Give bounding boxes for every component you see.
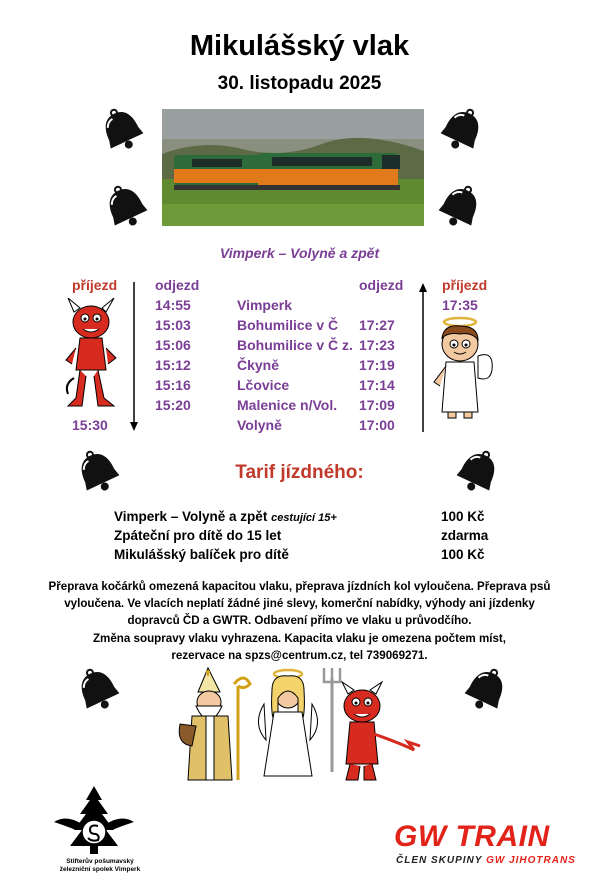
page-title: Mikulášský vlak bbox=[189, 30, 410, 62]
tariff-item-price: 100 Kč bbox=[441, 509, 485, 524]
devil-illustration bbox=[62, 298, 124, 413]
return-time: 17:00 bbox=[359, 417, 395, 433]
return-time: 17:27 bbox=[359, 317, 395, 333]
notice-line: vyloučena. Ve vlacích neplatí žádné jiné slevy, komerční nabídky, výhody ani jízdenky bbox=[64, 597, 535, 611]
outbound-time: 15:12 bbox=[155, 357, 191, 373]
return-time: 17:19 bbox=[359, 357, 395, 373]
outbound-arrival-time: 15:30 bbox=[72, 417, 108, 433]
event-date: 30. listopadu 2025 bbox=[217, 73, 382, 94]
notice-line: Přeprava kočárků omezená kapacitou vlaku, přeprava jízdních kol vyloučena. Přeprava psů bbox=[48, 580, 551, 593]
angel-illustration bbox=[428, 316, 496, 422]
return-arrival-header: příjezd bbox=[442, 277, 488, 293]
tariff-item-name bbox=[114, 509, 337, 524]
train-photo bbox=[162, 109, 424, 226]
bell-icon bbox=[440, 108, 488, 156]
tariff-item-name: Zpáteční pro dítě do 15 let bbox=[114, 528, 282, 543]
bell-icon bbox=[104, 185, 152, 233]
gw-train-logo: GW TRAIN bbox=[394, 820, 550, 853]
saint-nicholas-illustration bbox=[176, 664, 422, 784]
bell-icon bbox=[438, 185, 486, 233]
arrow-down-icon bbox=[129, 282, 139, 432]
gw-subtitle-prefix: ČLEN SKUPINY bbox=[396, 855, 483, 866]
tariff-heading: Tarif jízdného: bbox=[235, 462, 364, 483]
tariff-item-note: cestující 15+ bbox=[271, 512, 337, 524]
bell-icon bbox=[100, 108, 148, 156]
station-name: Volyně bbox=[237, 417, 282, 433]
spolek-name-line: Stifterův pošumavský bbox=[66, 858, 134, 865]
outbound-time: 15:16 bbox=[155, 377, 191, 393]
return-time: 17:14 bbox=[359, 377, 395, 393]
notice-text bbox=[22, 578, 577, 664]
station-name: Lčovice bbox=[237, 377, 290, 393]
tariff-item-price: zdarma bbox=[441, 528, 489, 543]
return-departure-header: odjezd bbox=[359, 277, 404, 293]
station-name: Malenice n/Vol. bbox=[237, 397, 338, 413]
tariff-item-price: 100 Kč bbox=[441, 547, 485, 562]
outbound-time: 14:55 bbox=[155, 297, 191, 313]
arrow-up-icon bbox=[418, 282, 428, 432]
bell-icon bbox=[464, 668, 512, 716]
spolek-logo-text bbox=[50, 858, 150, 874]
return-time: 17:23 bbox=[359, 337, 395, 353]
tariff-item-name: Mikulášský balíček pro dítě bbox=[114, 547, 289, 562]
notice-line: rezervace na spzs@centrum.cz, tel 739069271. bbox=[171, 648, 428, 662]
notice-line: Změna soupravy vlaku vyhrazena. Kapacita vlaku je omezena počtem míst, bbox=[92, 631, 507, 645]
tariff-item-label: Vimperk – Volyně a zpět bbox=[114, 509, 268, 524]
outbound-time: 15:03 bbox=[155, 317, 191, 333]
outbound-time: 15:06 bbox=[155, 337, 191, 353]
spolek-name-line: železniční spolek Vimperk bbox=[59, 866, 141, 873]
station-name: Čkyně bbox=[237, 357, 280, 373]
return-time: 17:09 bbox=[359, 397, 395, 413]
route-label: Vimperk – Volyně a zpět bbox=[219, 245, 380, 261]
notice-line: dopravců ČD a GWTR. Odbavení přímo ve vlaku u průvodčího. bbox=[127, 614, 472, 628]
outbound-departure-header: odjezd bbox=[155, 277, 200, 293]
outbound-arrival-header: příjezd bbox=[72, 277, 118, 293]
spolek-logo-icon bbox=[52, 784, 136, 860]
gw-subtitle-suffix: GW JIHOTRANS bbox=[486, 855, 576, 866]
outbound-time: 15:20 bbox=[155, 397, 191, 413]
gw-train-subtitle bbox=[396, 855, 576, 866]
station-name: Bohumilice v Č z. bbox=[237, 337, 353, 353]
station-name: Bohumilice v Č bbox=[237, 317, 339, 333]
return-arrival-time: 17:35 bbox=[442, 297, 478, 313]
bell-icon bbox=[76, 668, 124, 716]
station-name: Vimperk bbox=[237, 297, 292, 313]
